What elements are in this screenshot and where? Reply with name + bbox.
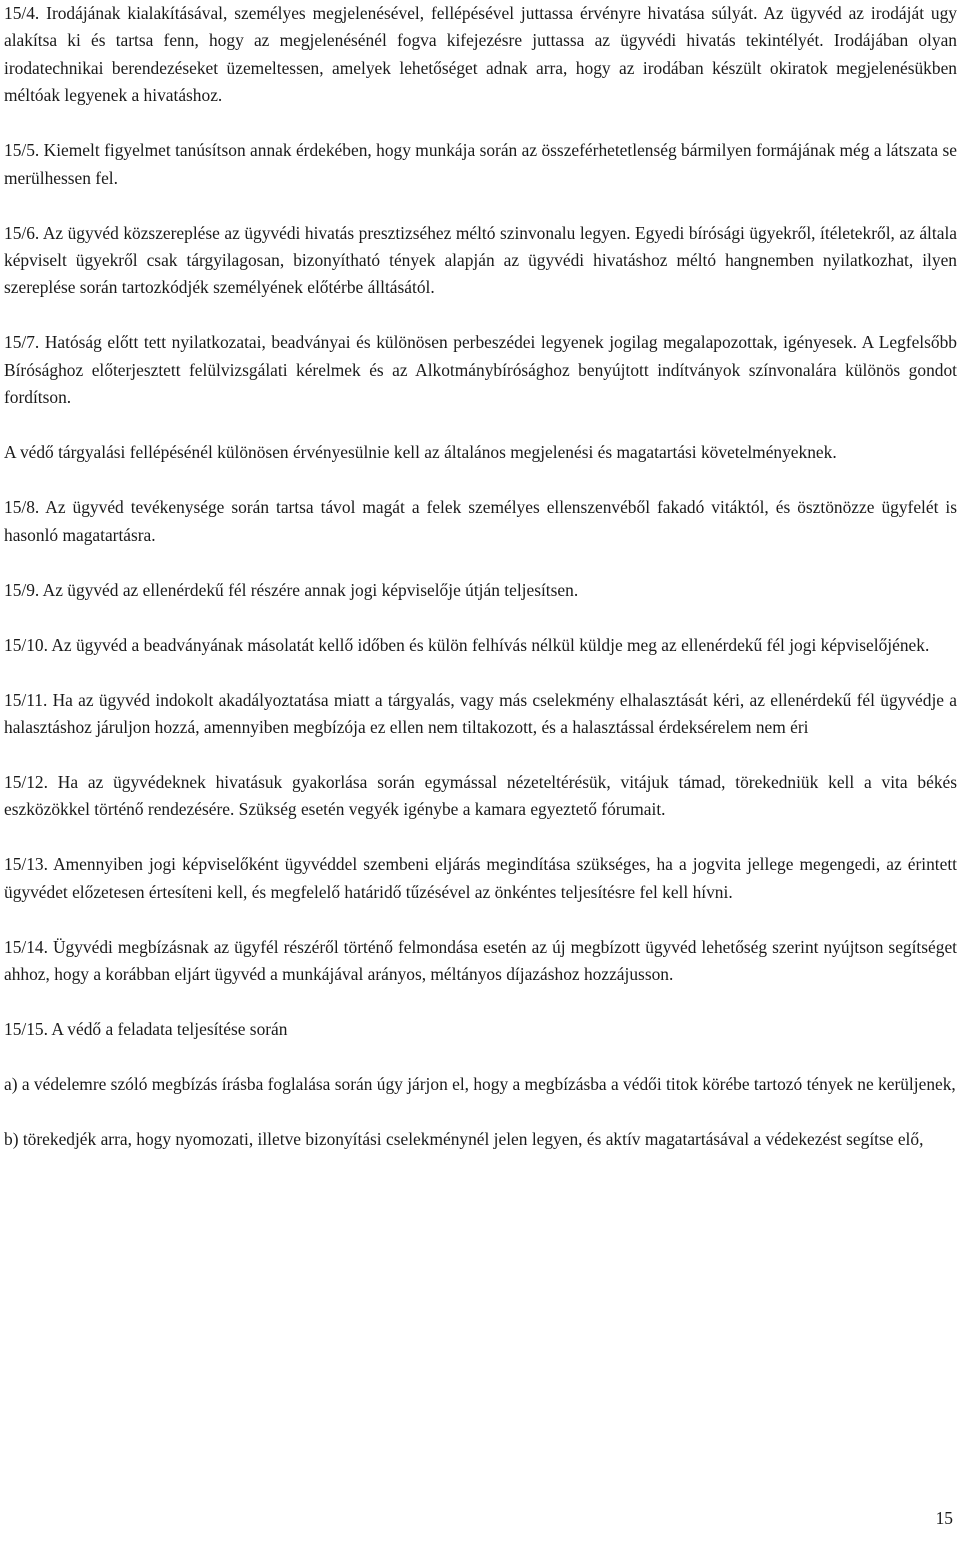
paragraph-15-15-b: b) törekedjék arra, hogy nyomozati, illetve bizonyítási cselekménynél jelen legyen, és aktív magatartásával a védekezést segítse elő, [4, 1129, 924, 1150]
page-number: 15 [935, 1508, 953, 1528]
paragraph-15-14: 15/14. Ügyvédi megbízásnak az ügyfél részéről történő felmondása esetén az új megbízott ügyvéd lehetőség szerint nyújtson segítséget ahhoz, hogy a korábban eljárt ügyvéd a munkájával arányos, méltányos díjazáshoz hozzájusson. [4, 936, 957, 985]
document-page [4, 0, 957, 1550]
paragraph-15-15: 15/15. A védő a feladata teljesítése során [4, 1019, 288, 1040]
paragraph-15-13: 15/13. Amennyiben jogi képviselőként ügyvéddel szembeni eljárás megindítása szükséges, ha a jogvita jellege megengedi, az érintett ügyvédet előzetesen értesíteni kell, és megfelelő határidő tűzésével az önkéntes teljesítésre fel kell hívni. [4, 854, 957, 902]
paragraph-15-7: 15/7. Hatóság előtt tett nyilatkozatai, beadványai és különösen perbeszédei legyenek jogilag megalapozottak, igényesek. A Legfelsőbb Bírósághoz előterjesztett felülvizsgálati kérelmek és az Alkotmánybírósághoz benyújtott indítványok színvonalára különös gondot fordítson. [4, 332, 957, 408]
paragraph-15-4: 15/4. Irodájának kialakításával, személyes megjelenésével, fellépésével juttassa érvényre hivatása súlyát. Az ügyvéd az irodáját ugy alakítsa ki és tartsa fenn, hogy az megjelenésénél fogva kifejezésre juttassa az ügyvédi hivatás tekintélyét. Irodájában olyan irodatechnikai berendezéseket üzemeltessen, amelyek lehetőséget adnak arra, hogy az irodában készült okiratok megjelenésükben méltóak legyenek a hivatáshoz. [4, 3, 957, 106]
paragraph-15-12: 15/12. Ha az ügyvédeknek hivatásuk gyakorlása során egymással nézeteltérésük, vitájuk támad, törekedniük kell a vita békés eszközökkel történő rendezésére. Szükség esetén vegyék igénybe a kamara egyeztető fórumait. [4, 772, 957, 820]
paragraph-15-11: 15/11. Ha az ügyvéd indokolt akadályoztatása miatt a tárgyalás, vagy más cselekmény elhalasztását kéri, az ellenérdekű fél ügyvédje a halasztáshoz járuljon hozzá, amennyiben megbízója ez ellen nem tiltakozott, és a halasztással érdeksérelem nem éri [4, 689, 957, 738]
paragraph-defender-conduct: A védő tárgyalási fellépésénél különösen érvényesülnie kell az általános megjelenési és magatartási követelményeknek. [4, 442, 837, 463]
paragraph-15-10: 15/10. Az ügyvéd a beadványának másolatát kellő időben és külön felhívás nélkül küldje meg az ellenérdekű fél jogi képviselőjének. [4, 634, 930, 655]
paragraph-15-9: 15/9. Az ügyvéd az ellenérdekű fél részére annak jogi képviselője útján teljesítsen. [4, 579, 579, 600]
paragraph-15-6: 15/6. Az ügyvéd közszereplése az ügyvédi hivatás presztizséhez méltó szinvonalu legyen. Egyedi bírósági ügyekről, ítéletekről, az általa képviselt ügyekről csak tárgyilagosan, bizonyítható tények alapján az ügyvédi hivatáshoz méltó hangnemben nyilatkozhat, ilyen szereplése során tartozkódjék személyének előtérbe álltásától. [4, 222, 957, 298]
paragraph-15-5: 15/5. Kiemelt figyelmet tanúsítson annak érdekében, hogy munkája során az összeférhetetlenség bármilyen formájának még a látszata se merülhessen fel. [4, 140, 957, 188]
paragraph-15-15-a: a) a védelemre szóló megbízás írásba foglalása során úgy járjon el, hogy a megbízásba a védői titok körébe tartozó tények ne kerüljenek, [4, 1074, 956, 1095]
paragraph-15-8: 15/8. Az ügyvéd tevékenysége során tartsa távol magát a felek személyes ellenszenvéből fakadó vitáktól, és ösztönözze ügyfelét is hasonló magatartásra. [4, 497, 957, 545]
document-body [4, 0, 957, 1154]
